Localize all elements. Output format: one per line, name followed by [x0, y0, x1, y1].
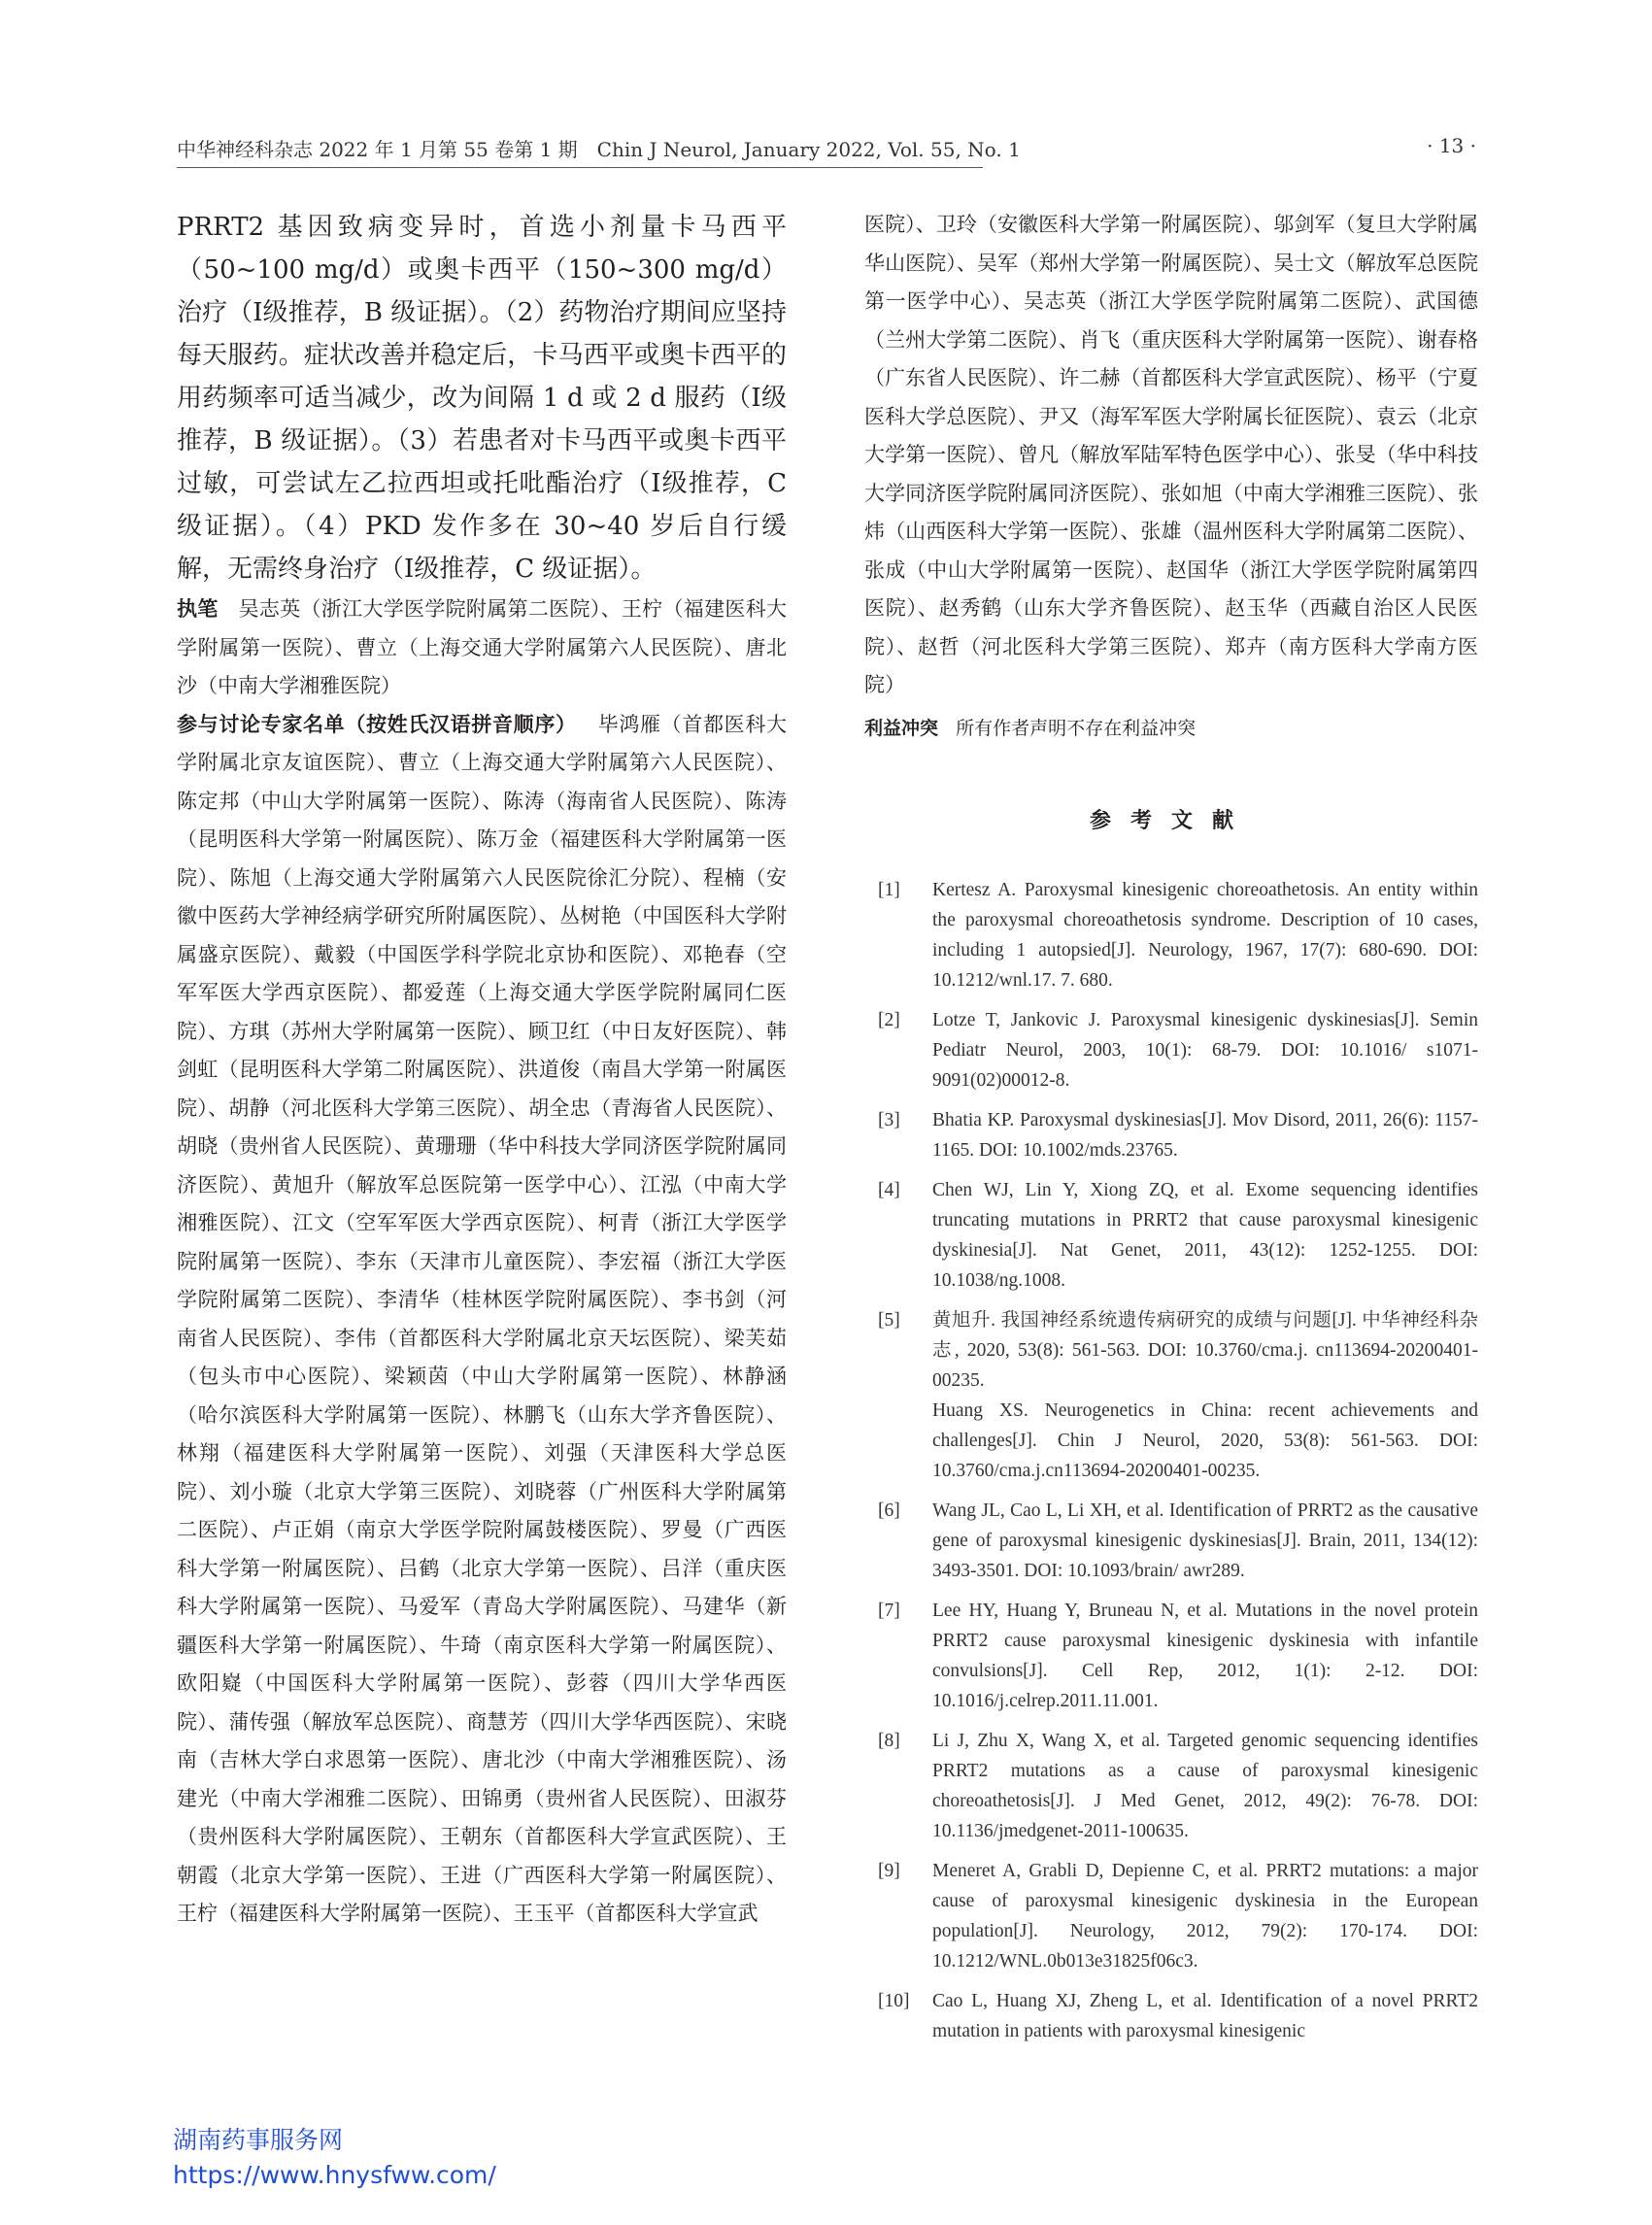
reference-item — [864, 1175, 1478, 1296]
experts-list-part2: 医院）、卫玲（安徽医科大学第一附属医院）、邬剑军（复旦大学附属华山医院）、吴军（郑州大学第一附属医院）、吴士文（解放军总医院第一医学中心）、吴志英（浙江大学医学院附属第二医院）、武国德（兰州大学第二医院）、肖飞（重庆医科大学附属第一医院）、谢春格（广东省人民医院）、许二赫（首都医科大学宣武医院）、杨平（宁夏医科大学总医院）、尹又（海军军医大学附属长征医院）、袁云（北京大学第一医院）、曾凡（解放军陆军特色医学中心）、张旻（华中科技大学同济医学院附属同济医院）、张如旭（中南大学湘雅三医院）、张炜（山西医科大学第一医院）、张雄（温州医科大学附属第二医院）、张成（中山大学附属第一医院）、赵国华（浙江大学医学院附属第四医院）、赵秀鹤（山东大学齐鲁医院）、赵玉华（西藏自治区人民医院）、赵哲（河北医科大学第三医院）、郑卉（南方医科大学南方医院） — [864, 213, 1478, 696]
conflict-of-interest — [864, 709, 1478, 748]
experts-list-part1: 毕鸿雁（首都医科大学附属北京友谊医院）、曹立（上海交通大学附属第六人民医院）、陈定邦（中山大学附属第一医院）、陈涛（海南省人民医院）、陈涛（昆明医科大学第一附属医院）、陈万金（福建医科大学附属第一医院）、陈旭（上海交通大学附属第六人民医院徐汇分院）、程楠（安徽中医药大学神经病学研究所附属医院）、丛树艳（中国医科大学附属盛京医院）、戴毅（中国医学科学院北京协和医院）、邓艳春（空军军医大学西京医院）、都爱莲（上海交通大学医学院附属同仁医院）、方琪（苏州大学附属第一医院）、顾卫红（中日友好医院）、韩剑虹（昆明医科大学第二附属医院）、洪道俊（南昌大学第一附属医院）、胡静（河北医科大学第三医院）、胡全忠（青海省人民医院）、胡晓（贵州省人民医院）、黄珊珊（华中科技大学同济医学院附属同济医院）、黄旭升（解放军总医院第一医学中心）、江泓（中南大学湘雅医院）、江文（空军军医大学西京医院）、柯青（浙江大学医学院附属第一医院）、李东（天津市儿童医院）、李宏福（浙江大学医学院附属第二医院）、李清华（桂林医学院附属医院）、李书剑（河南省人民医院）、李伟（首都医科大学附属北京天坛医院）、梁芙茹（包头市中心医院）、梁颖茵（中山大学附属第一医院）、林静涵（哈尔滨医科大学附属第一医院）、林鹏飞（山东大学齐鲁医院）、林翔（福建医科大学附属第一医院）、刘强（天津医科大学总医院）、刘小璇（北京大学第三医院）、刘晓蓉（广州医科大学附属第二医院）、卢正娟（南京大学医学院附属鼓楼医院）、罗曼（广西医科大学第一附属医院）、吕鹤（北京大学第一医院）、吕洋（重庆医科大学附属第一医院）、马爱军（青岛大学附属医院）、马建华（新疆医科大学第一附属医院）、牛琦（南京医科大学第一附属医院）、欧阳嶷（中国医科大学附属第一医院）、彭蓉（四川大学华西医院）、蒲传强（解放军总医院）、商慧芳（四川大学华西医院）、宋晓南（吉林大学白求恩第一医院）、唐北沙（中南大学湘雅医院）、汤建光（中南大学湘雅二医院）、田锦勇（贵州省人民医院）、田淑芬（贵州医科大学附属医院）、王朝东（首都医科大学宣武医院）、王朝霞（北京大学第一医院）、王进（广西医科大学第一附属医院）、王柠（福建医科大学附属第一医院）、王玉平（首都医科大学宣武 — [177, 712, 788, 1925]
writers-list: 吴志英（浙江大学医学院附属第二医院）、王柠（福建医科大学附属第一医院）、曹立（上海交通大学附属第六人民医院）、唐北沙（中南大学湘雅医院） — [177, 597, 788, 697]
reference-citation: Wang JL, Cao L, Li XH, et al. Identification of PRRT2 as the causative gene of paroxysmal kinesigenic dyskinesias[J]. Brain, 2011, 134(12): 3493-3501. DOI: 10.1093/brain/ awr289. — [932, 1500, 1478, 1581]
experts-label: 参与讨论专家名单（按姓氏汉语拼音顺序） — [177, 712, 577, 736]
watermark — [173, 2123, 496, 2193]
journal-citation-line: 中华神经科杂志 2022 年 1 月第 55 卷第 1 期 Chin J Neurol, January 2022, Vol. 55, No. 1 — [177, 138, 1021, 161]
watermark-url[interactable]: https://www.hnysfww.com/ — [173, 2161, 496, 2189]
coi-label: 利益冲突 — [864, 717, 939, 739]
writers-paragraph — [177, 590, 787, 706]
reference-text — [932, 1305, 1478, 1486]
reference-citation: Bhatia KP. Paroxysmal dyskinesias[J]. Mov Disord, 2011, 26(6): 1157-1165. DOI: 10.1002/mds.23765. — [932, 1109, 1478, 1161]
reference-text — [932, 1986, 1478, 2046]
reference-number: [3] — [878, 1109, 900, 1130]
reference-text — [932, 1496, 1478, 1586]
reference-number: [2] — [878, 1009, 900, 1030]
reference-citation: Lee HY, Huang Y, Bruneau N, et al. Mutations in the novel protein PRRT2 cause paroxysmal kinesigenic dyskinesia with infantile convulsions[J]. Cell Rep, 2012, 1(1): 2-12. DOI: 10.1016/j.celrep.2011.11.001. — [932, 1600, 1478, 1711]
right-column — [864, 206, 1478, 2056]
reference-item — [864, 1986, 1478, 2046]
reference-text — [932, 1175, 1478, 1296]
reference-item — [864, 1305, 1478, 1486]
reference-item — [864, 1596, 1478, 1716]
watermark-site-name: 湖南药事服务网 — [173, 2126, 344, 2154]
page-number: · 13 · — [1427, 134, 1476, 157]
recommendation-paragraph: PRRT2 基因致病变异时，首选小剂量卡马西平（50~100 mg/d）或奥卡西平（150~300 mg/d）治疗（Ⅰ级推荐，B 级证据）。（2）药物治疗期间应坚持每天服药。症状改善并稳定后，卡马西平或奥卡西平的用药频率可适当减少，改为间隔 1 d 或 2 d 服药（Ⅰ级推荐，B 级证据）。（3）若患者对卡马西平或奥卡西平过敏，可尝试左乙拉西坦或托吡酯治疗（Ⅰ级推荐，C 级证据）。（4）PKD 发作多在 30~40 岁后自行缓解，无需终身治疗（Ⅰ级推荐，C 级证据）。 — [177, 213, 787, 584]
reference-text — [932, 1005, 1478, 1096]
reference-number: [1] — [878, 879, 900, 900]
reference-text — [932, 875, 1478, 995]
reference-list — [864, 875, 1478, 2046]
reference-citation: Lotze T, Jankovic J. Paroxysmal kinesigenic dyskinesias[J]. Semin Pediatr Neurol, 2003, 10(1): 68-79. DOI: 10.1016/ s1071-9091(02)00012-8. — [932, 1009, 1478, 1091]
header-rule — [177, 167, 983, 168]
reference-citation: 黄旭升. 我国神经系统遗传病研究的成绩与问题[J]. 中华神经科杂志, 2020, 53(8): 561-563. DOI: 10.3760/cma.j. cn113694-20200401-00235. — [932, 1309, 1478, 1391]
reference-number: [7] — [878, 1600, 900, 1621]
reference-number: [10] — [878, 1990, 910, 2011]
reference-number: [8] — [878, 1730, 900, 1751]
coi-text: 所有作者声明不存在利益冲突 — [956, 717, 1197, 739]
reference-citation: Cao L, Huang XJ, Zheng L, et al. Identification of a novel PRRT2 mutation in patients with paroxysmal kinesigenic — [932, 1990, 1478, 2041]
reference-text — [932, 1105, 1478, 1165]
reference-number: [5] — [878, 1309, 900, 1331]
reference-number: [9] — [878, 1860, 900, 1881]
reference-citation: Kertesz A. Paroxysmal kinesigenic choreoathetosis. An entity within the paroxysmal choreoathetosis syndrome. Description of 10 cases, including 1 autopsied[J]. Neurology, 1967, 17(7): 680-690. DOI: 10.1212/wnl.17. 7. 680. — [932, 879, 1478, 991]
reference-text — [932, 1596, 1478, 1716]
reference-item — [864, 875, 1478, 995]
reference-citation: Li J, Zhu X, Wang X, et al. Targeted genomic sequencing identifies PRRT2 mutations as a cause of paroxysmal kinesigenic choreoathetosis[J]. J Med Genet, 2012, 49(2): 76-78. DOI: 10.1136/jmedgenet-2011-100635. — [932, 1730, 1478, 1841]
writers-label: 执笔 — [177, 597, 219, 621]
reference-item — [864, 1496, 1478, 1586]
reference-item — [864, 1726, 1478, 1846]
reference-item — [864, 1005, 1478, 1096]
reference-item — [864, 1105, 1478, 1165]
reference-english-version: Huang XS. Neurogenetics in China: recent achievements and challenges[J]. Chin J Neurol, 2020, 53(8): 561-563. DOI: 10.3760/cma.j.cn113694-20200401-00235. — [932, 1399, 1478, 1481]
references-title: 参考文献 — [1089, 808, 1253, 833]
reference-citation: Chen WJ, Lin Y, Xiong ZQ, et al. Exome sequencing identifies truncating mutations in PRRT2 that cause paroxysmal kinesigenic dyskinesia[J]. Nat Genet, 2011, 43(12): 1252-1255. DOI: 10.1038/ng.1008. — [932, 1179, 1478, 1291]
reference-text — [932, 1726, 1478, 1846]
experts-paragraph — [177, 706, 787, 1934]
reference-citation: Meneret A, Grabli D, Depienne C, et al. PRRT2 mutations: a major cause of paroxysmal kinesigenic dyskinesia in the European population[J]. Neurology, 2012, 79(2): 170-174. DOI: 10.1212/WNL.0b013e31825f06c3. — [932, 1860, 1478, 1972]
reference-number: [4] — [878, 1179, 900, 1200]
left-column — [177, 206, 787, 1934]
reference-item — [864, 1856, 1478, 1976]
reference-number: [6] — [878, 1500, 900, 1521]
reference-text — [932, 1856, 1478, 1976]
